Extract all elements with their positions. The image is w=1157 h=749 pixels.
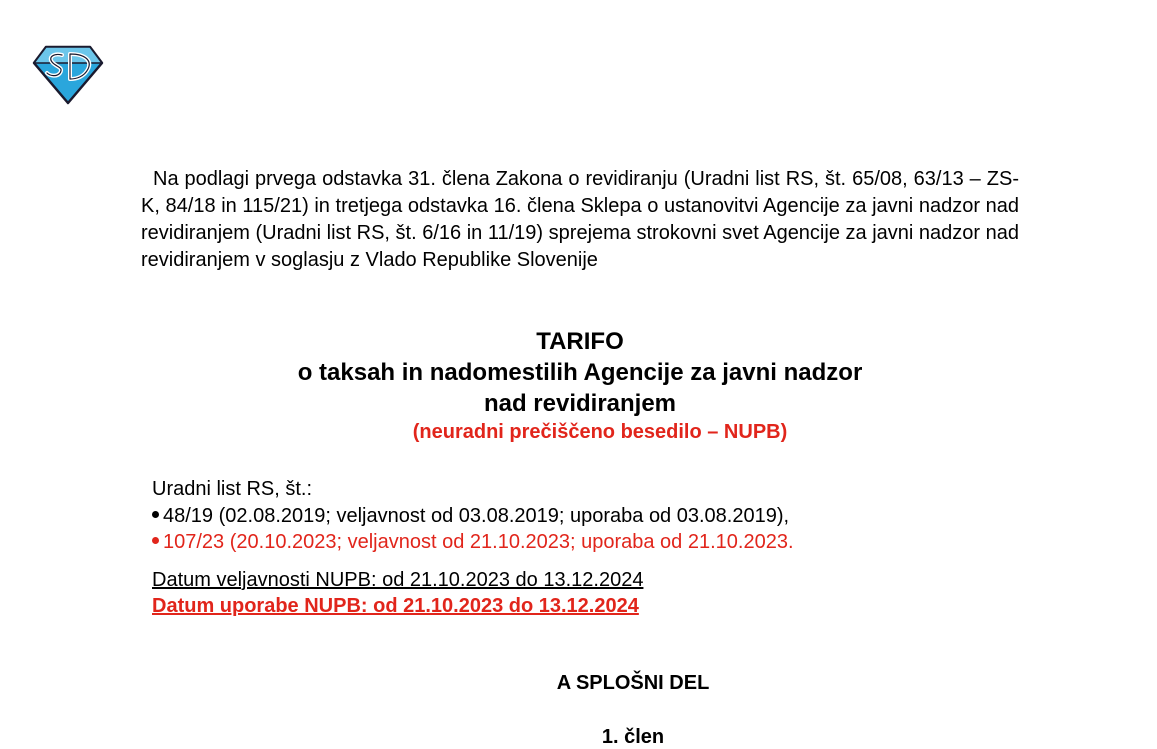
bullet-icon (152, 511, 159, 518)
gazette-label: Uradni list RS, št.: (152, 478, 313, 500)
unofficial-consolidated-note: (neuradni prečiščeno besedilo – NUPB) (412, 421, 788, 443)
gazette-references (152, 476, 972, 555)
validity-dates (152, 567, 643, 619)
section-heading: A SPLOŠNI DEL (556, 672, 710, 694)
gazette-entry: 107/23 (20.10.2023; veljavnost od 21.10.2023; uporaba od 21.10.2023. (152, 529, 972, 555)
title-block (141, 327, 1019, 445)
validity-date: Datum veljavnosti NUPB: od 21.10.2023 do 13.12.2024 (152, 569, 644, 591)
usage-date: Datum uporabe NUPB: od 21.10.2023 do 13.12.2024 (152, 595, 639, 617)
sd-diamond-logo-icon (32, 45, 104, 105)
preamble-paragraph: Na podlagi prvega odstavka 31. člena Zakona o revidiranju (Uradni list RS, št. 65/08, 63/13 – ZS-K, 84/18 in 115/21) in tretjega odstavka 16. člena Sklepa o ustanovitvi Agencije za javni nadzor nad revidiranjem (Uradni list RS, št. 6/16 in 11/19) sprejema strokovni svet Agencije za javni nadzor nad revidiranjem v soglasju z Vlado Republike Slovenije (141, 168, 1019, 271)
article-heading: 1. člen (601, 726, 665, 748)
document-title: TARIFO (536, 328, 624, 355)
gazette-entry: 48/19 (02.08.2019; veljavnost od 03.08.2019; uporaba od 03.08.2019), (152, 503, 972, 529)
bullet-icon (152, 537, 159, 544)
document-subtitle: o taksah in nadomestilih Agencije za javni nadzor nad revidiranjem (297, 359, 863, 417)
gazette-list (152, 503, 972, 555)
sd-logo (32, 45, 104, 105)
